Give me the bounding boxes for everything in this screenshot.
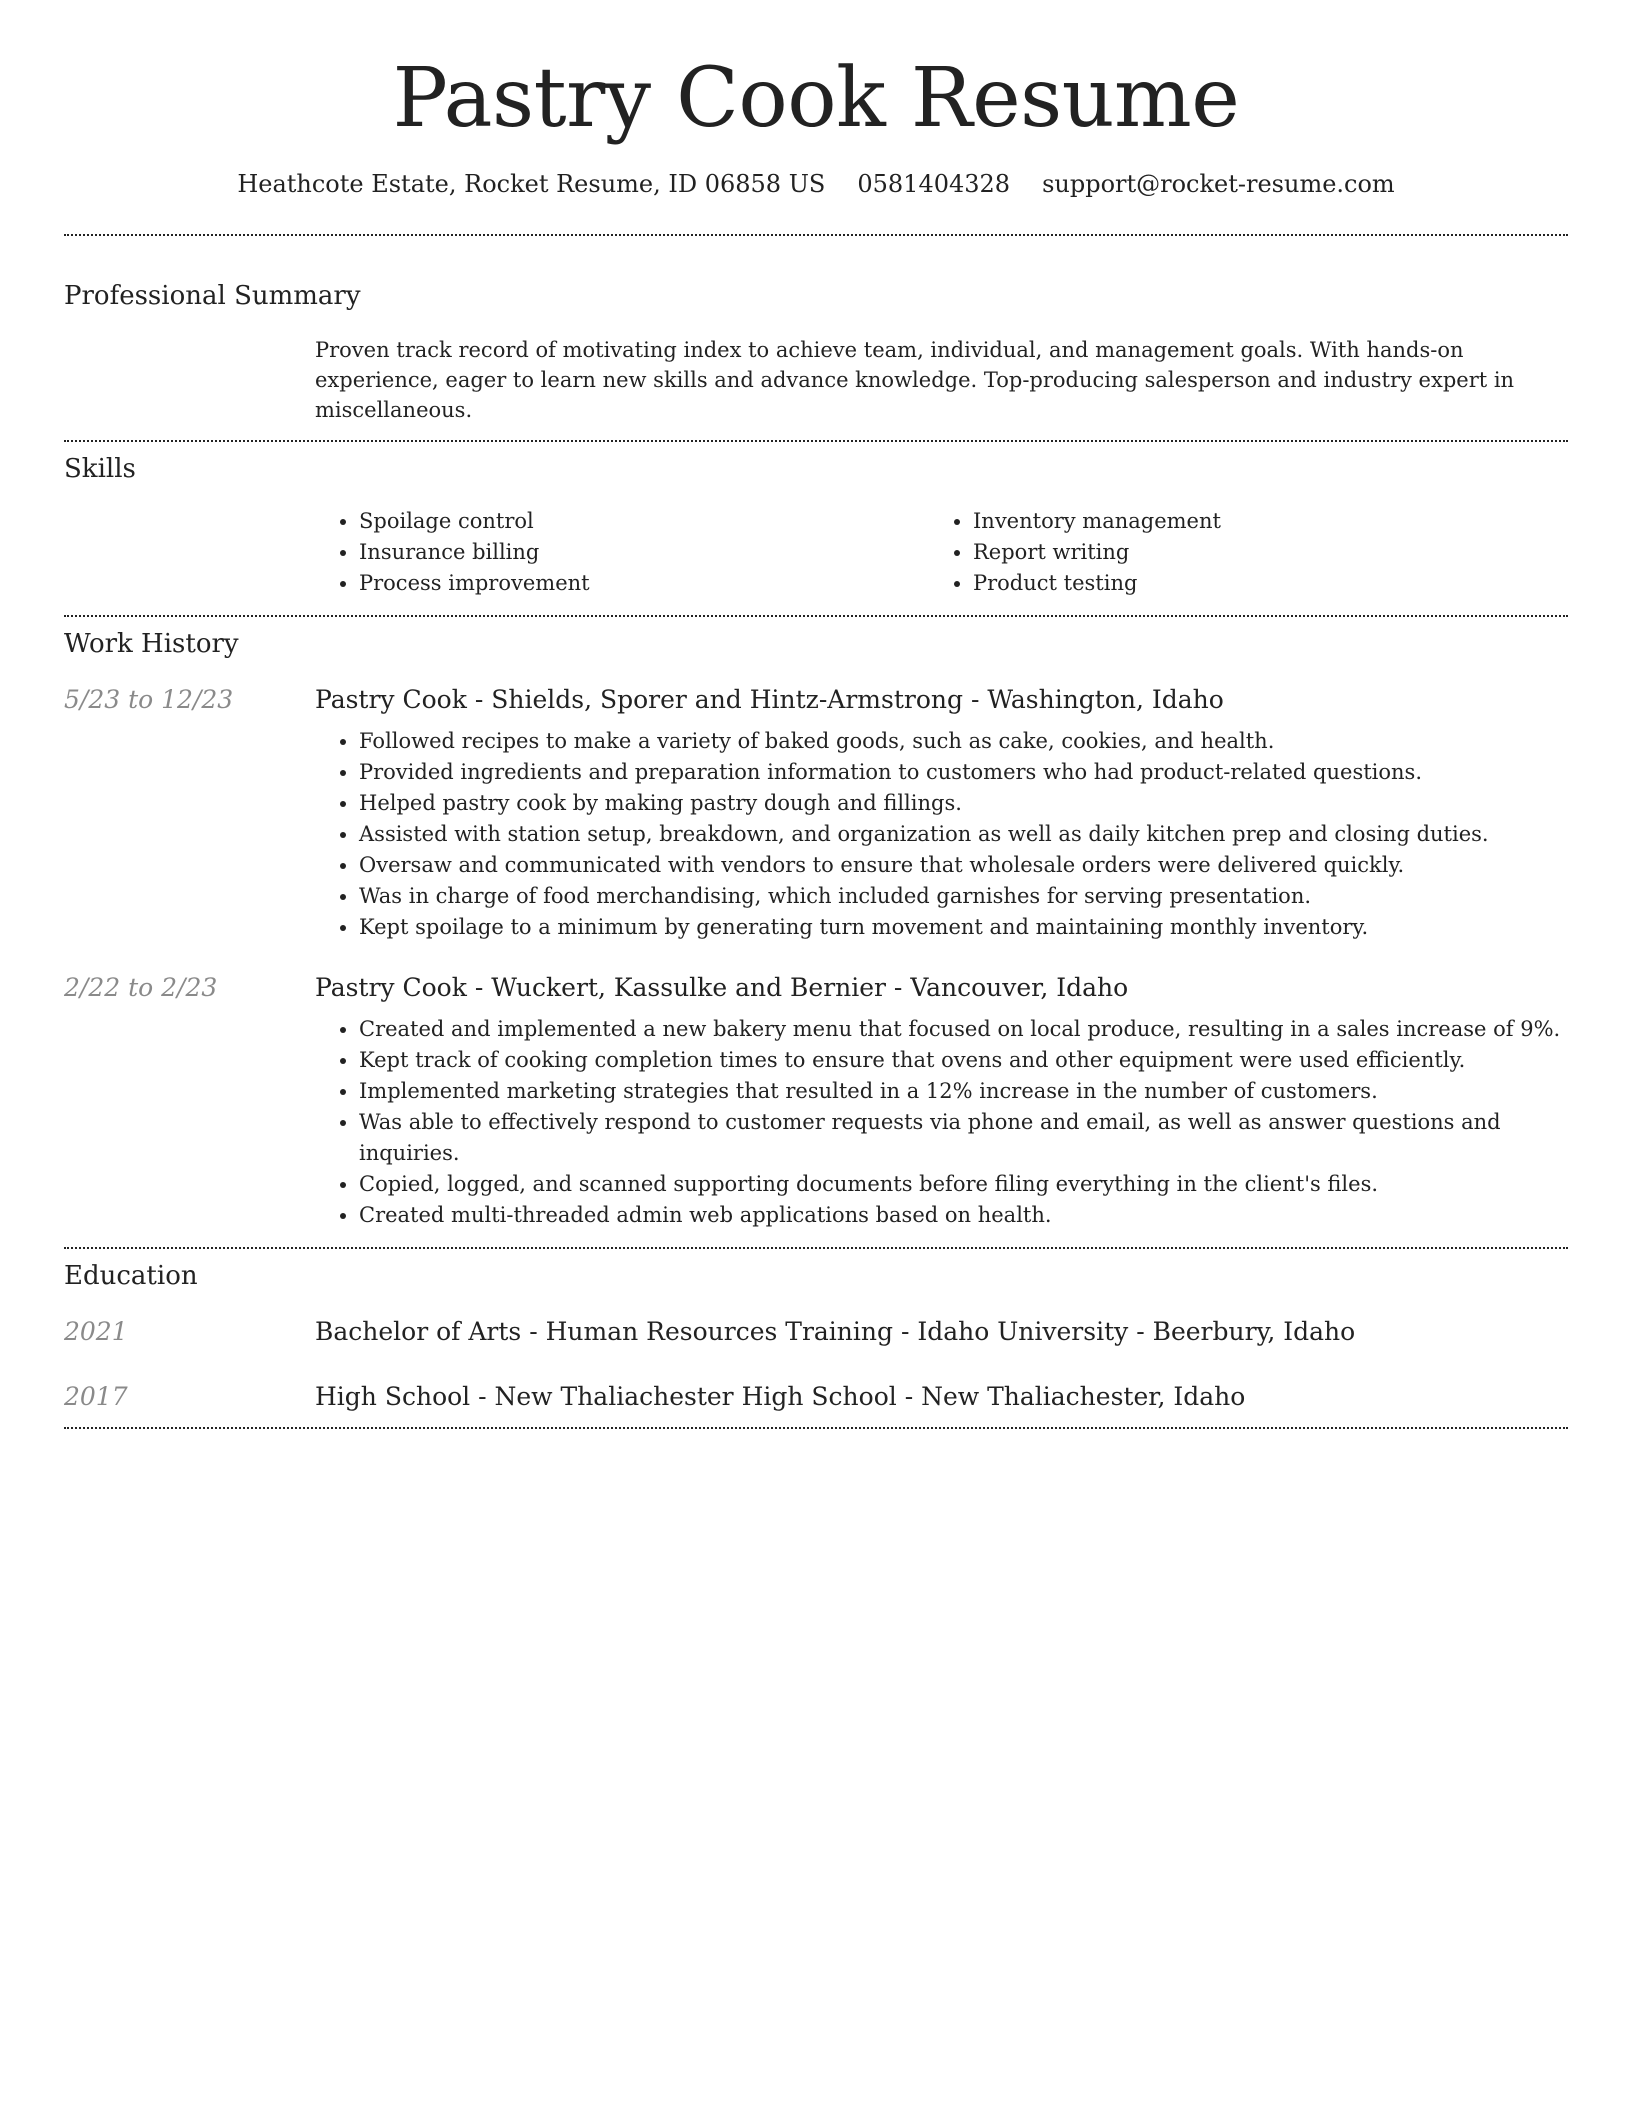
job-dates: 2/22 to 2/23 bbox=[64, 973, 218, 1002]
skill-item: • Spoilage control bbox=[359, 506, 929, 537]
email: support@rocket-resume.com bbox=[1042, 170, 1395, 198]
divider bbox=[64, 440, 1568, 442]
education-entry bbox=[64, 1317, 1568, 1346]
bullet-item: • Kept track of cooking completion times to ensure that ovens and other equipment were used efficiently. bbox=[359, 1045, 1568, 1076]
divider bbox=[64, 234, 1568, 236]
skill-item: • Inventory management bbox=[973, 506, 1543, 537]
skill-item: • Insurance billing bbox=[359, 537, 929, 568]
bullet-item: • Provided ingredients and preparation information to customers who had product-related questions. bbox=[359, 757, 1568, 788]
summary-section bbox=[64, 281, 1568, 425]
skill-item: • Report writing bbox=[973, 537, 1543, 568]
contact-info bbox=[64, 170, 1568, 198]
bullet-item: • Oversaw and communicated with vendors to ensure that wholesale orders were delivered quickly. bbox=[359, 850, 1568, 881]
work-section bbox=[64, 629, 1568, 1231]
bullet-item: • Helped pastry cook by making pastry dough and fillings. bbox=[359, 788, 1568, 819]
bullet-item: • Created multi-threaded admin web applications based on health. bbox=[359, 1200, 1568, 1231]
summary-heading: Professional Summary bbox=[64, 281, 361, 311]
address: Heathcote Estate, Rocket Resume, ID 06858 US bbox=[237, 170, 826, 198]
bullet-item: • Was able to effectively respond to customer requests via phone and email, as well as answer questions and inquiries. bbox=[359, 1107, 1568, 1169]
bullet-item: • Copied, logged, and scanned supporting documents before filing everything in the client's files. bbox=[359, 1169, 1568, 1200]
skills-column-1 bbox=[315, 506, 929, 599]
bullet-item: • Created and implemented a new bakery menu that focused on local produce, resulting in a sales increase of 9%. bbox=[359, 1014, 1568, 1045]
education-year: 2017 bbox=[64, 1382, 128, 1411]
skills-column-2 bbox=[929, 506, 1543, 599]
skill-item: • Process improvement bbox=[359, 568, 929, 599]
job-dates: 5/23 to 12/23 bbox=[64, 685, 234, 714]
job-entry bbox=[64, 685, 1568, 943]
page-title: Pastry Cook Resume bbox=[392, 51, 1240, 146]
skill-item: • Product testing bbox=[973, 568, 1543, 599]
bullet-item: • Assisted with station setup, breakdown, and organization as well as daily kitchen prep and closing duties. bbox=[359, 819, 1568, 850]
summary-text: Proven track record of motivating index to achieve team, individual, and management goals. With hands-on experience, eager to learn new skills and advance knowledge. Top-producing salesperson and industry expert in miscellaneous. bbox=[315, 338, 1515, 422]
phone: 0581404328 bbox=[857, 170, 1011, 198]
work-heading: Work History bbox=[64, 629, 239, 659]
education-section bbox=[64, 1261, 1568, 1411]
divider bbox=[64, 1427, 1568, 1429]
skills-section bbox=[64, 454, 1568, 599]
job-bullets bbox=[315, 726, 1568, 943]
job-title: Pastry Cook - Wuckert, Kassulke and Bernier - Vancouver, Idaho bbox=[315, 973, 1129, 1002]
education-entry bbox=[64, 1382, 1568, 1411]
bullet-item: • Followed recipes to make a variety of baked goods, such as cake, cookies, and health. bbox=[359, 726, 1568, 757]
bullet-item: • Implemented marketing strategies that resulted in a 12% increase in the number of customers. bbox=[359, 1076, 1568, 1107]
education-title: High School - New Thaliachester High School - New Thaliachester, Idaho bbox=[315, 1382, 1246, 1411]
job-bullets bbox=[315, 1014, 1568, 1231]
skills-list bbox=[315, 506, 1568, 599]
divider bbox=[64, 1247, 1568, 1249]
bullet-item: • Kept spoilage to a minimum by generating turn movement and maintaining monthly inventory. bbox=[359, 912, 1568, 943]
job-entry bbox=[64, 973, 1568, 1231]
resume-page bbox=[64, 0, 1568, 1429]
education-title: Bachelor of Arts - Human Resources Training - Idaho University - Beerbury, Idaho bbox=[315, 1317, 1356, 1346]
job-title: Pastry Cook - Shields, Sporer and Hintz-Armstrong - Washington, Idaho bbox=[315, 685, 1224, 714]
skills-heading: Skills bbox=[64, 454, 136, 484]
divider bbox=[64, 615, 1568, 617]
education-year: 2021 bbox=[64, 1317, 128, 1346]
bullet-item: • Was in charge of food merchandising, which included garnishes for serving presentation. bbox=[359, 881, 1568, 912]
education-heading: Education bbox=[64, 1261, 198, 1291]
